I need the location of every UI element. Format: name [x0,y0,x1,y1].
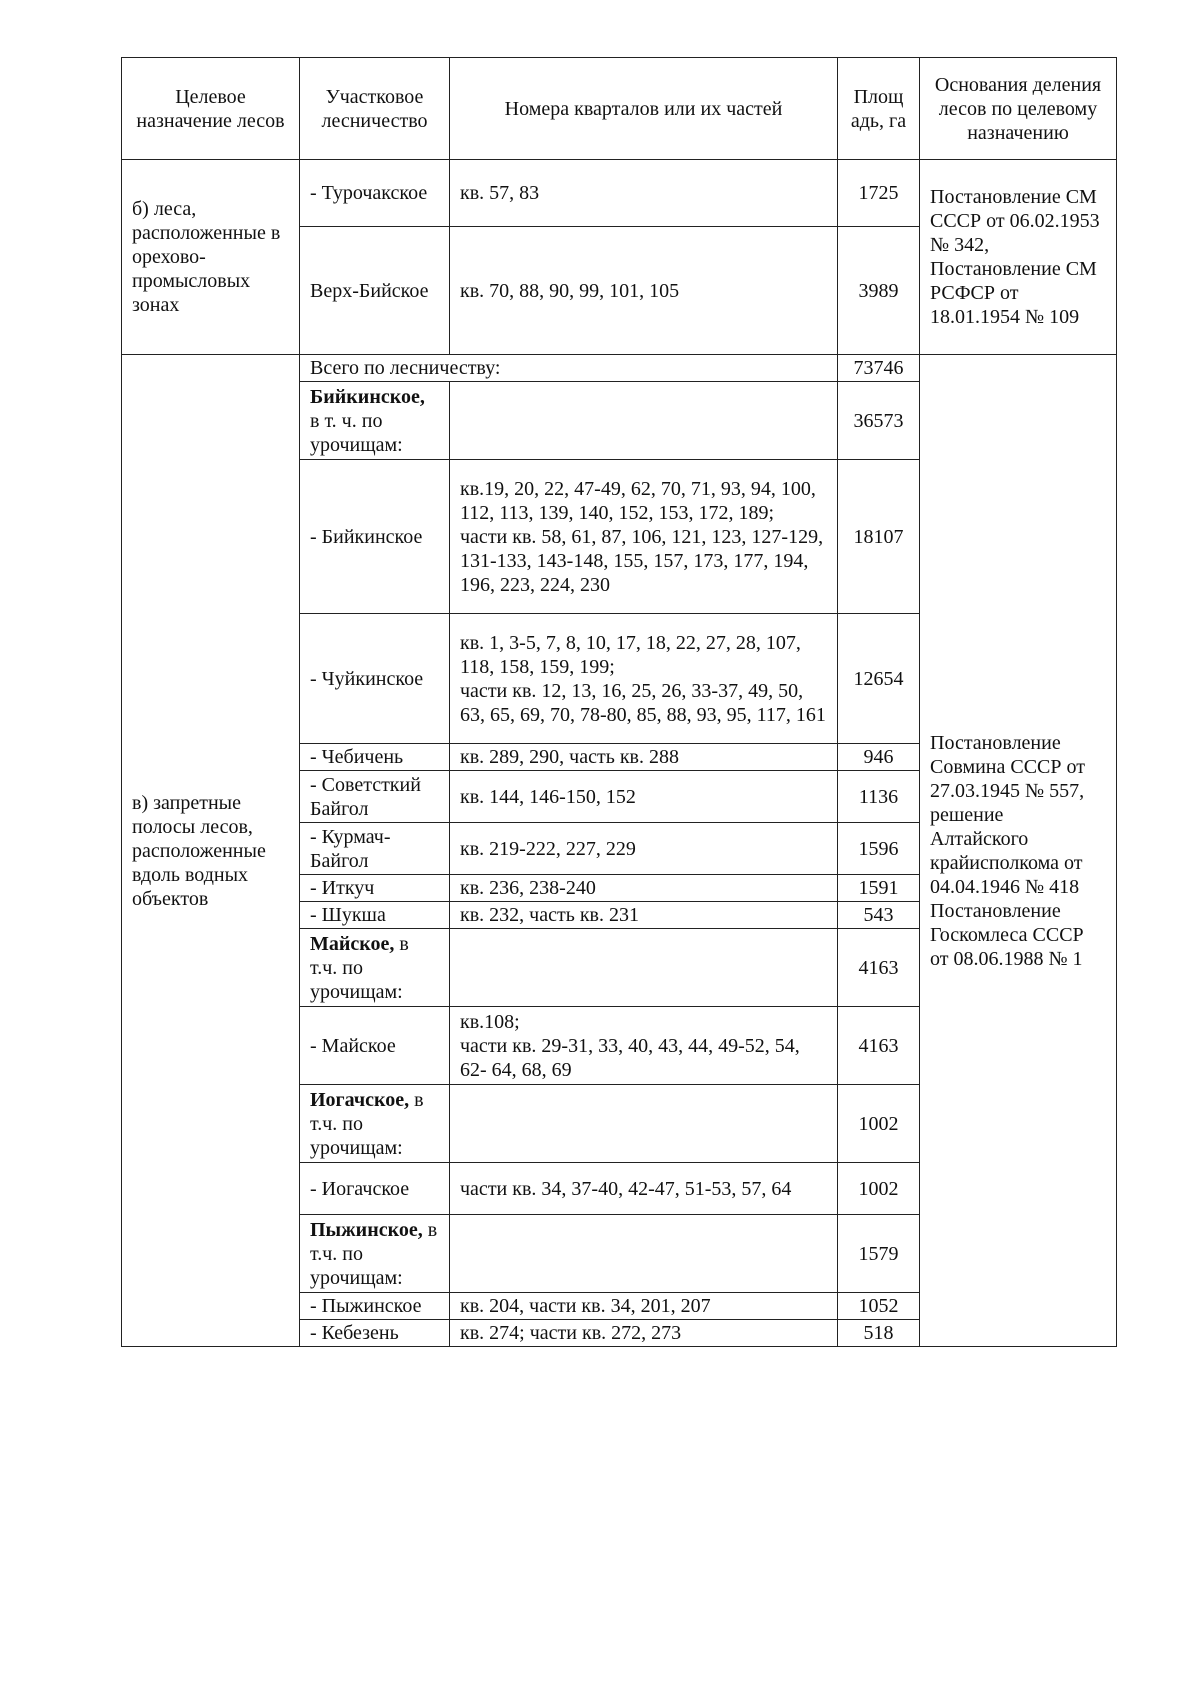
purpose-cell-v: в) запретные полосы лесов, расположенные вдоль водных объектов [122,355,300,1347]
group-sub: в т.ч. по урочищам: [310,932,409,1003]
area-cell: 946 [838,744,920,771]
blocks-cell [450,1215,838,1293]
total-label: Всего по лесничеству: [300,355,838,382]
group-name: Бийкинское, [310,385,425,408]
area-cell: 3989 [838,227,920,355]
district-cell: - Чебичень [300,744,450,771]
basis-cell-v: Постановление Совмина СССР от 27.03.1945 № 557, решение Алтайского крайисполкома от 04.04.1946 № 418 Постановление Госкомлеса СССР от 08.06.1988 № 1 [920,355,1117,1347]
group-sub: в т. ч. по урочищам: [310,409,403,456]
area-cell: 1002 [838,1163,920,1215]
col-header-district: Участковое лесничество [300,58,450,160]
district-cell: - Советсткий Байгол [300,771,450,823]
area-cell: 4163 [838,1007,920,1085]
group-name-cell [300,929,450,1007]
blocks-cell: кв. 219-222, 227, 229 [450,823,838,875]
purpose-cell-b: б) леса, расположенные в орехово-промысловых зонах [122,160,300,355]
blocks-cell: кв. 289, 290, часть кв. 288 [450,744,838,771]
blocks-list: кв.108; [460,1010,520,1033]
blocks-cell: кв. 274; части кв. 272, 273 [450,1320,838,1347]
header-row [122,58,1117,160]
blocks-cell [450,929,838,1007]
district-cell: - Шукша [300,902,450,929]
blocks-cell: части кв. 34, 37-40, 42-47, 51-53, 57, 64 [450,1163,838,1215]
blocks-cell: кв. 232, часть кв. 231 [450,902,838,929]
area-cell: 18107 [838,460,920,614]
group-area: 36573 [838,382,920,460]
group-area: 4163 [838,929,920,1007]
group-name-cell [300,1215,450,1293]
blocks-parts: части кв. 58, 61, 87, 106, 121, 123, 127-129, 131-133, 143-148, 155, 157, 173, 177, 194, 196, 223, 224, 230 [460,525,824,596]
group-name: Иогачское, [310,1088,410,1111]
blocks-list: кв.19, 20, 22, 47-49, 62, 70, 71, 93, 94, 100, 112, 113, 139, 140, 152, 153, 172, 189; [460,477,816,524]
area-cell: 518 [838,1320,920,1347]
district-cell: - Курмач-Байгол [300,823,450,875]
col-header-basis: Основания деления лесов по целевому назначению [920,58,1117,160]
blocks-cell: кв. 204, части кв. 34, 201, 207 [450,1293,838,1320]
district-cell: - Кебезень [300,1320,450,1347]
area-cell: 12654 [838,614,920,744]
area-cell: 1591 [838,875,920,902]
group-name-cell [300,1085,450,1163]
area-cell: 1136 [838,771,920,823]
basis-cell-b: Постановление СМ СССР от 06.02.1953 № 342, Постановление СМ РСФСР от 18.01.1954 № 109 [920,160,1117,355]
total-area: 73746 [838,355,920,382]
blocks-cell: кв. 70, 88, 90, 99, 101, 105 [450,227,838,355]
group-sub: в т.ч. по урочищам: [310,1088,424,1159]
table-row [122,160,1117,227]
district-cell: - Иогачское [300,1163,450,1215]
district-cell: - Турочакское [300,160,450,227]
blocks-cell [450,382,838,460]
total-row [122,355,1117,382]
col-header-area: Площ адь, га [838,58,920,160]
group-name: Пыжинское, [310,1218,423,1241]
district-cell: - Майское [300,1007,450,1085]
blocks-cell [450,614,838,744]
blocks-cell [450,1007,838,1085]
col-header-purpose: Целевое назначение лесов [122,58,300,160]
district-cell: - Иткуч [300,875,450,902]
blocks-cell [450,460,838,614]
forest-purpose-table [121,57,1117,1347]
group-area: 1002 [838,1085,920,1163]
blocks-cell: кв. 236, 238-240 [450,875,838,902]
district-cell: - Пыжинское [300,1293,450,1320]
blocks-parts: части кв. 29-31, 33, 40, 43, 44, 49-52, 54, 62- 64, 68, 69 [460,1034,800,1081]
group-name: Майское, [310,932,395,955]
blocks-cell: кв. 144, 146-150, 152 [450,771,838,823]
blocks-cell: кв. 57, 83 [450,160,838,227]
area-cell: 1596 [838,823,920,875]
blocks-cell [450,1085,838,1163]
area-cell: 543 [838,902,920,929]
area-cell: 1725 [838,160,920,227]
group-name-cell [300,382,450,460]
district-cell: - Чуйкинское [300,614,450,744]
blocks-list: кв. 1, 3-5, 7, 8, 10, 17, 18, 22, 27, 28, 107, 118, 158, 159, 199; [460,631,801,678]
blocks-parts: части кв. 12, 13, 16, 25, 26, 33-37, 49, 50, 63, 65, 69, 70, 78-80, 85, 88, 93, 95, 117, 161 [460,679,826,726]
group-sub: в т.ч. по урочищам: [310,1218,438,1289]
district-cell: Верх-Бийское [300,227,450,355]
col-header-blocks: Номера кварталов или их частей [450,58,838,160]
area-cell: 1052 [838,1293,920,1320]
group-area: 1579 [838,1215,920,1293]
district-cell: - Бийкинское [300,460,450,614]
